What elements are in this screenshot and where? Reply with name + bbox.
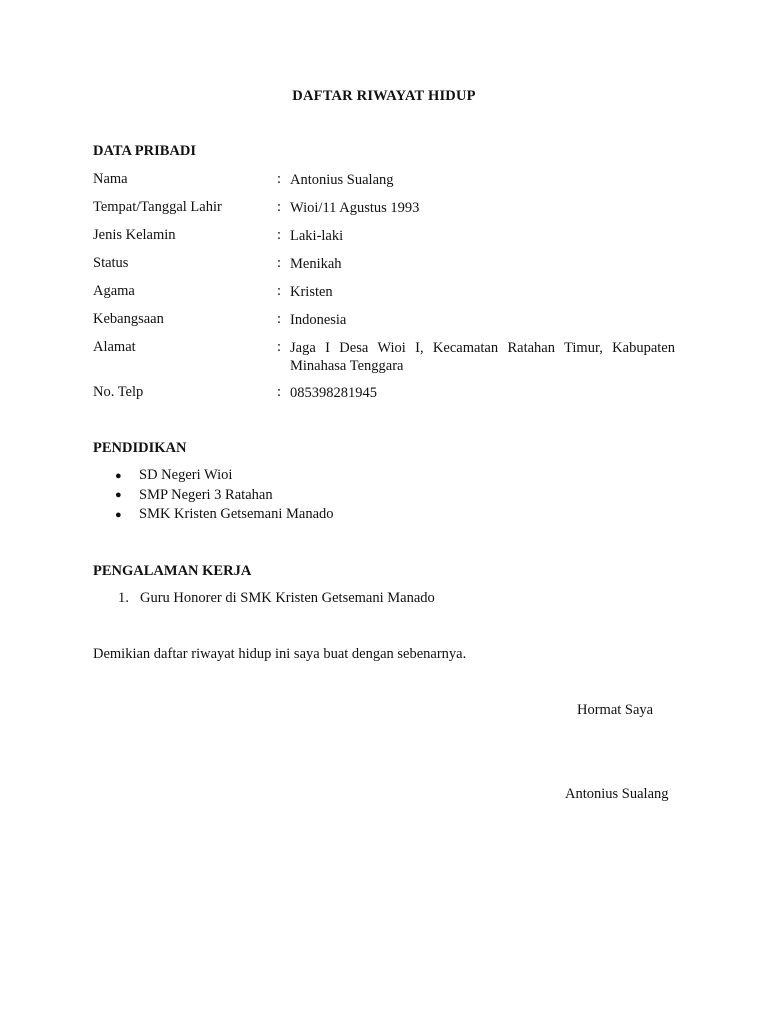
field-row-birth bbox=[93, 199, 675, 217]
education-item: SD Negeri Wioi bbox=[139, 467, 233, 484]
field-value: Laki-laki bbox=[290, 228, 344, 244]
address-line-1: Jaga I Desa Wioi I, Kecamatan Ratahan Timur, Kabupaten bbox=[290, 340, 675, 356]
field-value bbox=[290, 339, 675, 375]
field-separator: : bbox=[277, 283, 282, 299]
list-item bbox=[115, 486, 334, 506]
field-label: No. Telp bbox=[93, 384, 144, 400]
field-row-nama bbox=[93, 171, 675, 189]
field-separator: : bbox=[277, 171, 282, 187]
document-title: DAFTAR RIWAYAT HIDUP bbox=[292, 88, 476, 104]
field-separator: : bbox=[277, 227, 282, 243]
field-label: Status bbox=[93, 255, 129, 271]
field-row-address bbox=[93, 339, 675, 375]
field-value: Indonesia bbox=[290, 312, 347, 328]
list-number: 1. bbox=[118, 590, 129, 606]
field-row-phone bbox=[93, 384, 675, 402]
education-heading: PENDIDIKAN bbox=[93, 440, 187, 456]
field-separator: : bbox=[277, 199, 282, 215]
bullet-icon: ● bbox=[115, 508, 122, 521]
field-label: Kebangsaan bbox=[93, 311, 164, 327]
list-item bbox=[118, 590, 435, 607]
bullet-icon: ● bbox=[115, 469, 122, 482]
work-experience-list bbox=[118, 590, 435, 607]
list-item bbox=[115, 505, 334, 525]
field-value: Kristen bbox=[290, 284, 333, 300]
field-label: Alamat bbox=[93, 339, 136, 355]
field-label: Tempat/Tanggal Lahir bbox=[93, 199, 222, 215]
field-row-gender bbox=[93, 227, 675, 245]
field-value: 085398281945 bbox=[290, 385, 377, 401]
field-value: Antonius Sualang bbox=[290, 172, 394, 188]
field-row-nationality bbox=[93, 311, 675, 329]
field-row-religion bbox=[93, 283, 675, 301]
work-experience-heading: PENGALAMAN KERJA bbox=[93, 563, 252, 579]
field-separator: : bbox=[277, 339, 282, 355]
field-label: Agama bbox=[93, 283, 135, 299]
work-item: Guru Honorer di SMK Kristen Getsemani Manado bbox=[140, 590, 435, 606]
field-separator: : bbox=[277, 384, 282, 400]
education-item: SMK Kristen Getsemani Manado bbox=[139, 506, 334, 523]
field-row-status bbox=[93, 255, 675, 273]
field-separator: : bbox=[277, 311, 282, 327]
field-label: Jenis Kelamin bbox=[93, 227, 176, 243]
personal-data-heading: DATA PRIBADI bbox=[93, 143, 196, 159]
field-value: Menikah bbox=[290, 256, 342, 272]
signer-name: Antonius Sualang bbox=[565, 786, 669, 802]
address-line-2: Minahasa Tenggara bbox=[290, 358, 404, 374]
list-item bbox=[115, 466, 334, 486]
field-separator: : bbox=[277, 255, 282, 271]
bullet-icon: ● bbox=[115, 489, 122, 502]
field-label: Nama bbox=[93, 171, 128, 187]
field-value: Wioi/11 Agustus 1993 bbox=[290, 200, 420, 216]
closing-statement: Demikian daftar riwayat hidup ini saya buat dengan sebenarnya. bbox=[93, 646, 467, 662]
regards-text: Hormat Saya bbox=[577, 702, 654, 718]
education-list bbox=[115, 466, 334, 525]
education-item: SMP Negeri 3 Ratahan bbox=[139, 486, 273, 503]
